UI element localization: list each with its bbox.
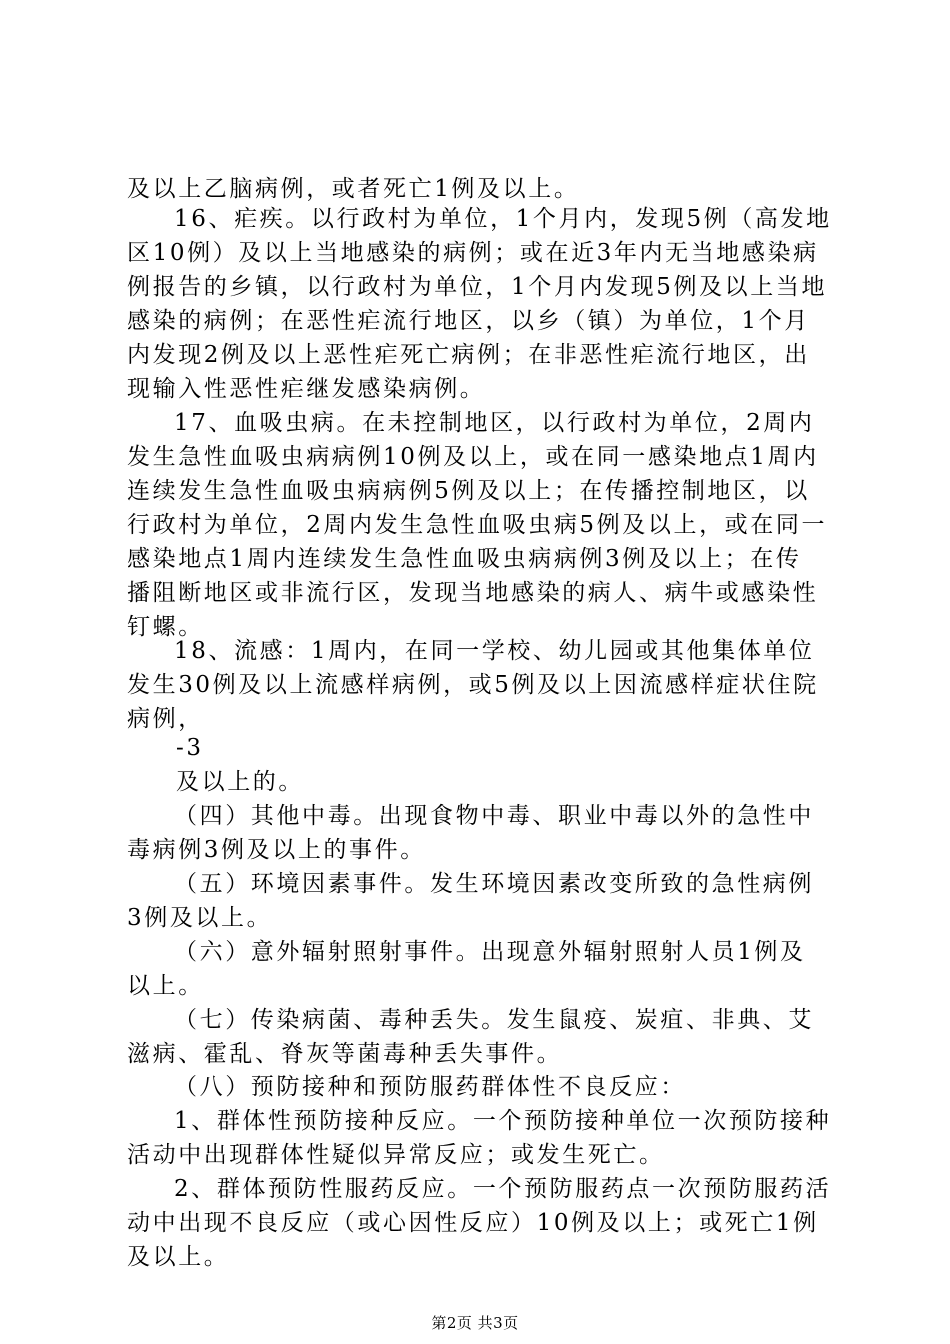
text-line: 3例及以上。 (127, 905, 273, 931)
text-line: 播阻断地区或非流行区，发现当地感染的病人、病牛或感染性 (127, 580, 819, 606)
text-line: 滋病、霍乱、脊灰等菌毒种丢失事件。 (127, 1041, 563, 1067)
text-line: 现输入性恶性疟继发感染病例。 (127, 376, 486, 402)
text-line: 以上。 (127, 973, 204, 999)
text-line: 及以上的。 (176, 769, 304, 795)
text-line: 钉螺。 (127, 614, 204, 640)
text-line: 1、群体性预防接种反应。一个预防接种单位一次预防接种 (174, 1108, 832, 1134)
text-line: 病例， (127, 706, 204, 732)
text-line: 连续发生急性血吸虫病病例5例及以上；在传播控制地区，以 (127, 478, 810, 504)
text-line: 16、疟疾。以行政村为单位，1个月内，发现5例（高发地 (174, 206, 832, 232)
page-number-mark: -3 (176, 735, 204, 761)
text-line: 发生30例及以上流感样病例，或5例及以上因流感样症状住院 (127, 672, 819, 698)
text-line: 内发现2例及以上恶性疟死亡病例；在非恶性疟流行地区，出 (127, 342, 810, 368)
text-line: （七）传染病菌、毒种丢失。发生鼠疫、炭疽、非典、艾 (174, 1007, 814, 1033)
page-footer: 第2页 共3页 (431, 1314, 519, 1332)
text-line: 2、群体预防性服药反应。一个预防服药点一次预防服药活 (174, 1176, 832, 1202)
text-line: 感染地点1周内连续发生急性血吸虫病病例3例及以上；在传 (127, 546, 802, 572)
text-line: 18、流感：1周内，在同一学校、幼儿园或其他集体单位 (174, 638, 815, 664)
text-line: （六）意外辐射照射事件。出现意外辐射照射人员1例及 (174, 939, 806, 965)
text-line: 发生急性血吸虫病病例10例及以上，或在同一感染地点1周内 (127, 444, 819, 470)
text-line: （五）环境因素事件。发生环境因素改变所致的急性病例 (174, 871, 814, 897)
text-line: 活动中出现群体性疑似异常反应；或发生死亡。 (127, 1142, 665, 1168)
text-line: 17、血吸虫病。在未控制地区，以行政村为单位，2周内 (174, 410, 815, 436)
text-line: 毒病例3例及以上的事件。 (127, 837, 426, 863)
text-line: 区10例）及以上当地感染的病例；或在近3年内无当地感染病 (127, 240, 819, 266)
text-line: 及以上乙脑病例，或者死亡1例及以上。 (127, 176, 580, 202)
text-line: （四）其他中毒。出现食物中毒、职业中毒以外的急性中 (174, 803, 814, 829)
text-line: （八）预防接种和预防服药群体性不良反应： (174, 1074, 686, 1100)
text-line: 行政村为单位，2周内发生急性血吸虫病5例及以上，或在同一 (127, 512, 828, 538)
text-line: 及以上。 (127, 1244, 230, 1270)
text-line: 例报告的乡镇，以行政村为单位，1个月内发现5例及以上当地 (127, 274, 828, 300)
text-line: 动中出现不良反应（或心因性反应）10例及以上；或死亡1例 (127, 1210, 819, 1236)
text-line: 感染的病例；在恶性疟流行地区，以乡（镇）为单位，1个月 (127, 308, 810, 334)
